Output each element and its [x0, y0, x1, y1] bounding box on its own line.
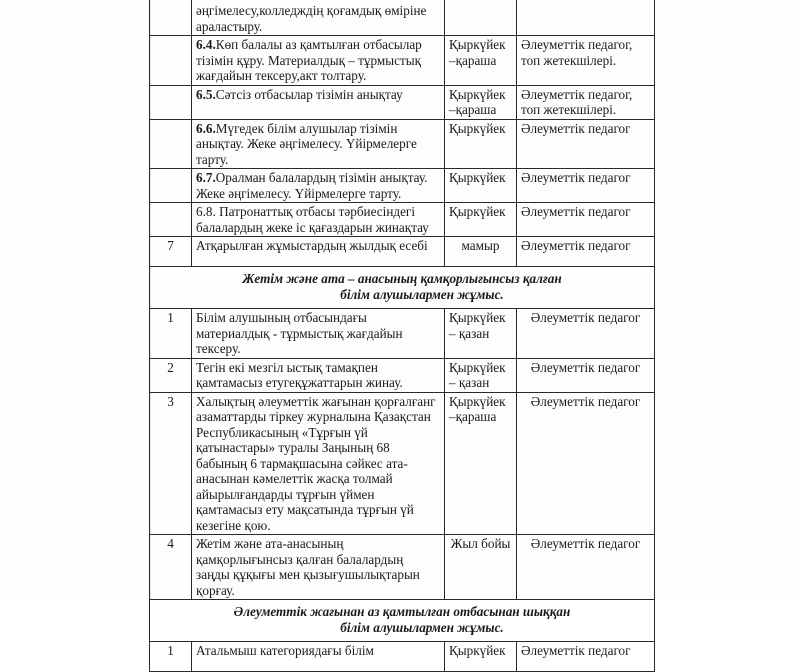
- responsible-cell: Әлеуметтік педагог: [517, 119, 655, 169]
- responsible-cell: Әлеуметтік педагог: [517, 203, 655, 237]
- row-number: 4: [150, 535, 192, 600]
- responsible-cell: Әлеуметтік педагог: [517, 642, 655, 672]
- responsible-cell: [517, 0, 655, 36]
- term-cell: [445, 0, 517, 36]
- responsible-cell: Әлеуметтік педагог, топ жетекшілері.: [517, 36, 655, 86]
- task-text: Көп балалы аз қамтылған отбасылар тізімін құру. Материалдық – тұрмыстық жағдайын тексеру,акт толтару.: [196, 37, 422, 83]
- responsible-cell: Әлеуметтік педагог: [517, 309, 655, 359]
- table-row: [150, 392, 655, 535]
- term-cell: Қыркүйек – қазан: [445, 309, 517, 359]
- task-cell: [192, 237, 445, 267]
- term-cell: Қыркүйек –қараша: [445, 85, 517, 119]
- table-row: [150, 85, 655, 119]
- row-number: [150, 36, 192, 86]
- task-cell: [192, 119, 445, 169]
- task-cell: Атальмыш категориядағы білім: [192, 642, 445, 672]
- task-cell: [192, 203, 445, 237]
- term-cell: Қыркүйек: [445, 119, 517, 169]
- section-heading-line1: Әлеуметтік жағынан аз қамтылған отбасынан шыққан: [233, 604, 571, 619]
- table-row: [150, 0, 655, 36]
- row-number: [150, 85, 192, 119]
- task-cell: [192, 36, 445, 86]
- task-cell: [192, 169, 445, 203]
- task-text: Атқарылған жұмыстардың жылдық есебі: [196, 238, 428, 253]
- section-heading-orphans: [150, 267, 655, 309]
- task-text: Оралман балалардың тізімін анықтау. Жеке әңгімелесу. Үйірмелерге тарту.: [196, 170, 428, 201]
- term-cell: Қыркүйек –қараша: [445, 392, 517, 535]
- table-row: [150, 309, 655, 359]
- task-subnumber: 6.7.: [196, 170, 216, 185]
- table-row: [150, 642, 655, 672]
- responsible-cell: Әлеуметтік педагог: [517, 358, 655, 392]
- section-heading-row: [150, 267, 655, 309]
- table-row: [150, 358, 655, 392]
- section-heading-line2: білім алушылармен жұмыс.: [340, 287, 504, 302]
- responsible-cell: Әлеуметтік педагог, топ жетекшілері.: [517, 85, 655, 119]
- responsible-cell: Әлеуметтік педагог: [517, 392, 655, 535]
- table-row: [150, 535, 655, 600]
- task-cell: Білім алушының отбасындағы материалдық - тұрмыстық жағдайын тексеру.: [192, 309, 445, 359]
- term-cell: Жыл бойы: [445, 535, 517, 600]
- row-number: [150, 0, 192, 36]
- row-number: 7: [150, 237, 192, 267]
- row-number: [150, 119, 192, 169]
- row-number: 3: [150, 392, 192, 535]
- responsible-cell: Әлеуметтік педагог: [517, 237, 655, 267]
- row-number: [150, 169, 192, 203]
- row-number: 2: [150, 358, 192, 392]
- section-heading-line1: Жетім және ата – анасының қамқорлығынсыз қалған: [242, 271, 562, 286]
- task-cell: Халықтың әлеуметтік жағынан қорғалғанг азаматтарды тіркеу журналына Қазақстан Республикасының «Тұрғын үй қатынастары» туралы Заңының 68 бабының 6 тармақшасына сәйкес ата-анасынан кәмелеттік жасқа толмай айырылғандарды тұрғын үймен қамтамасыз ету мақсатында тұрғын үй кезегіне қою.: [192, 392, 445, 535]
- term-cell: Қыркүйек: [445, 642, 517, 672]
- row-number: 1: [150, 309, 192, 359]
- term-cell: Қыркүйек –қараша: [445, 36, 517, 86]
- section-heading-low-income: [150, 600, 655, 642]
- row-number: 1: [150, 642, 192, 672]
- table-row: [150, 119, 655, 169]
- task-text: әңгімелесу,колледждің қоғамдық өміріне араластыру.: [196, 3, 427, 34]
- term-cell: Қыркүйек: [445, 169, 517, 203]
- task-cell: Тегін екі мезгіл ыстық тамақпен қамтамасыз етугеқұжаттарын жинау.: [192, 358, 445, 392]
- table-row: [150, 203, 655, 237]
- row-number: [150, 203, 192, 237]
- responsible-cell: Әлеуметтік педагог: [517, 535, 655, 600]
- table-row: [150, 237, 655, 267]
- task-cell: [192, 0, 445, 36]
- task-subnumber: 6.6.: [196, 120, 216, 136]
- section-heading-line2: білім алушылармен жұмыс.: [340, 620, 504, 635]
- task-subnumber: 6.5.: [196, 86, 216, 102]
- task-cell: Жетім және ата-анасының қамқорлығынсыз қалған балалардың заңды құқығы мен қызығушылықтарын қорғау.: [192, 535, 445, 600]
- work-plan-table: [149, 0, 655, 672]
- term-cell: Қыркүйек – қазан: [445, 358, 517, 392]
- task-text: Сәтсіз отбасылар тізімін анықтау: [215, 86, 403, 102]
- table-row: [150, 36, 655, 86]
- responsible-cell: Әлеуметтік педагог: [517, 169, 655, 203]
- term-cell: Қыркүйек: [445, 203, 517, 237]
- task-text: 6.8. Патронаттық отбасы тәрбиесіндегі балалардың жеке іс қағаздарын жинақтау: [196, 204, 429, 235]
- section-heading-row: [150, 600, 655, 642]
- task-subnumber: 6.4.: [196, 37, 216, 52]
- task-cell: [192, 85, 445, 119]
- task-text: Мүгедек білім алушылар тізімін анықтау. Жеке әңгімелесу. Үйірмелерге тарту.: [196, 120, 417, 167]
- term-cell: мамыр: [445, 237, 517, 267]
- table-row: [150, 169, 655, 203]
